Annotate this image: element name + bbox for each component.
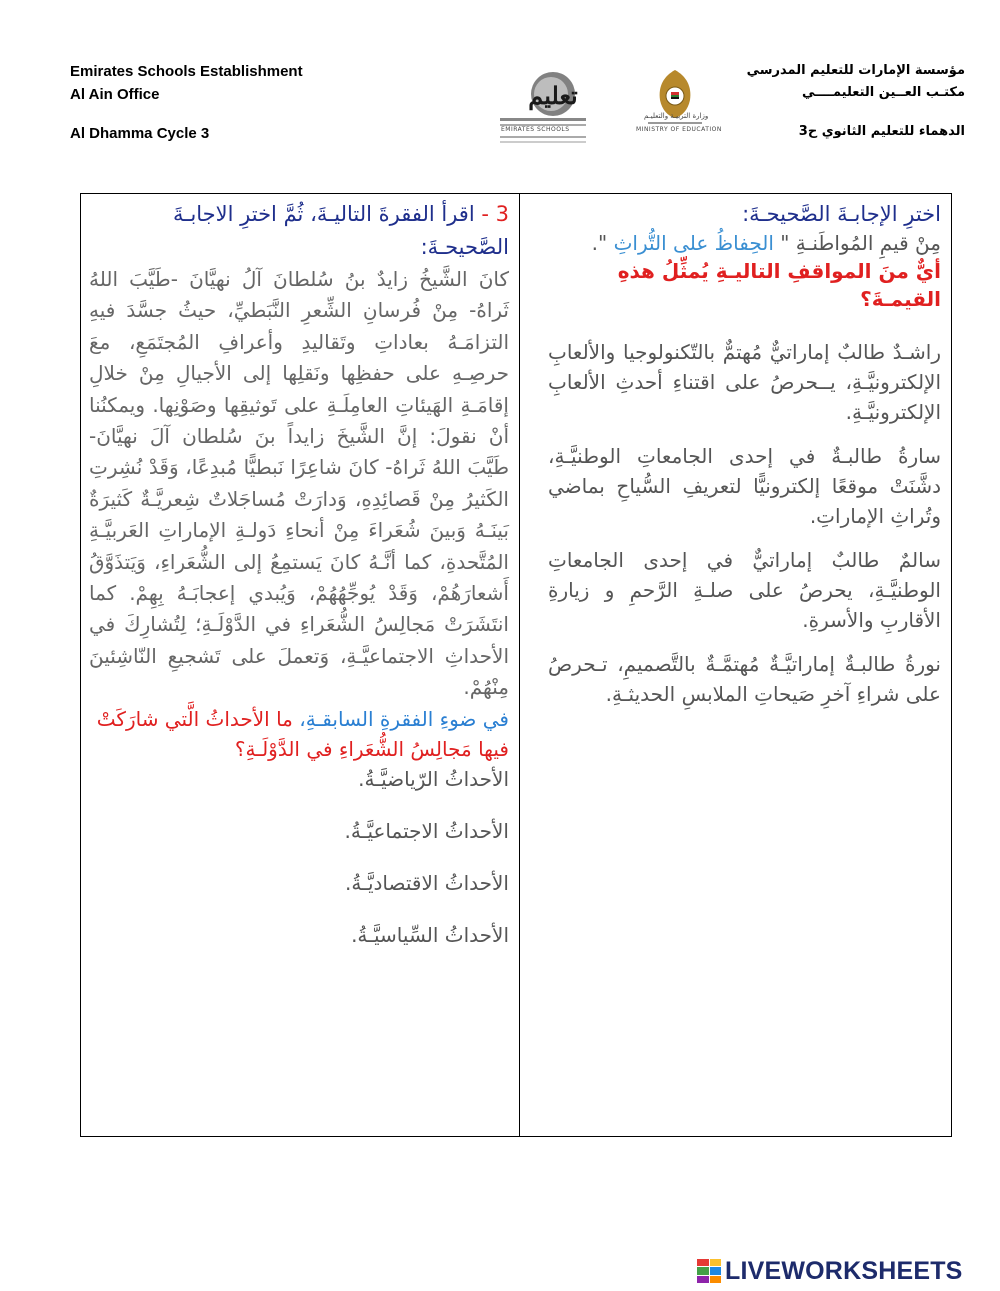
office-name-en: Al Ain Office [70, 86, 160, 103]
passage-answer-2[interactable]: الأحداثُ الاجتماعيَّـةُ. [344, 818, 509, 843]
answer-option-2[interactable]: سارةُ طالبـةٌ في إحدى الجامعاتِ الوطنيَّـةِ، دشَّنَتْ موقعًا إلكترونيًّا لتعريفِ السُّياحِ بماضي وتُراثِ الإماراتِ. [548, 444, 941, 528]
passage-question-lead: في ضوءِ الفقرةِ السابقـةِ، [299, 706, 509, 731]
question-title: اخترِ الإجابـةَ الصَّحيحـةَ: [742, 202, 941, 226]
passage-question [89, 704, 509, 764]
liveworksheets-logo-icon [697, 1259, 721, 1283]
passage-answer-4[interactable]: الأحداثُ السِّياسيَّـةُ. [351, 922, 509, 947]
ministry-emblem [636, 66, 722, 138]
ministry-caption-en: MINISTRY OF EDUCATION [636, 126, 722, 133]
answer-option-4[interactable]: نورةُ طالبـةٌ إماراتيَّـةٌ مُهتمَّـةٌ بالتَّصميمِ، تـحرصُ على شراءِ آخرِ صَيحاتِ الملابسِ الحديثـةِ. [548, 652, 941, 706]
logo-square-6 [710, 1276, 722, 1283]
liveworksheets-brand [697, 1257, 963, 1285]
passage-question-text: ما الأحداثُ الَّتي شارَكَتْ فيها مَجالِسُ الشُّعَراءِ في الدَّوْلَـةِ؟ [96, 706, 509, 761]
ministry-caption-ar: وزارة التربيـة والتعليـم [644, 112, 709, 120]
passage-answer-1[interactable]: الأحداثُ الرّياضيَّـةُ. [358, 766, 509, 791]
question-choose-answer [519, 194, 951, 1136]
school-name-en: Al Dhamma Cycle 3 [70, 125, 210, 142]
question-value: الحِفاظُ على التُّراثِ [613, 231, 781, 255]
question-prompt: أيٌّ منَ المواقفِ التاليـةِ يُمثِّلُ هذهِ القيمـةَ؟ [617, 259, 941, 311]
passage-answer-3[interactable]: الأحداثُ الاقتصاديَّـةُ. [345, 870, 509, 895]
school-name-ar: الدهماء للتعليم الثانوي ح3 [798, 124, 965, 139]
passage-title-text: اقرأ الفقرةَ التاليـةَ، ثُمَّ اخترِ الاجابـةَ الصَّحيحـةَ: [173, 202, 509, 259]
logo-square-3 [697, 1267, 709, 1274]
answer-option-1[interactable]: راشـدٌ طالبٌ إماراتيٌّ مُهتمٌّ بالتّكنولوجيا والألعابِ الإلكترونيَّـةِ، يــحرصُ على اقتناءِ أحدثِ الألعابِ الإلكترونيَّـةِ. [548, 340, 941, 424]
liveworksheets-wordmark: LIVEWORKSHEETS [725, 1256, 963, 1285]
logo-square-5 [697, 1276, 709, 1283]
logo-square-1 [697, 1259, 709, 1266]
header-right [747, 60, 965, 143]
question-reading-passage [81, 194, 519, 1136]
answer-option-3[interactable]: سالمٌ طالبٌ إماراتيٌّ في إحدى الجامعاتِ الوطنيَّـةِ، يحرصُ على صلـةِ الرَّحمِ و زيارةِ الأقاربِ والأسرةِ. [548, 548, 941, 632]
question-number: 3 - [481, 202, 509, 226]
logo-square-4 [710, 1267, 722, 1274]
passage-title [89, 198, 509, 264]
org-name-ar: مؤسسة الإمارات للتعليم المدرسي [746, 63, 965, 78]
logo-square-2 [710, 1259, 722, 1266]
office-name-ar: مكتـب العــين التعليمــــي [802, 85, 965, 100]
question-suffix: ". [591, 231, 614, 255]
taleem-logo [495, 64, 590, 150]
org-name-en: Emirates Schools Establishment [70, 63, 303, 80]
header-left [70, 60, 303, 145]
question-prefix: مِنْ قيمِ المُواطَنـةِ " [780, 231, 941, 255]
taleem-logo-word: تعليم [528, 81, 578, 110]
schools-logo-caption: EMIRATES SCHOOLS [501, 126, 570, 133]
reading-paragraph: كانَ الشَّيخُ زايدٌ بنُ سُلطانَ آلُ نهيَّانَ -طَيَّبَ اللهُ ثَراهُ- مِنْ فُرسانِ الشِّعرِ النَّبَطيِّ، حيثُ جسَّدَ فيهِ التزامَـهُ بعاداتِ وتَقاليدِ وأعرافِ المُجتَمَعِ، معَ حرصِـهِ على حفظِها ونَقلِها إلى الأجيالِ مِنْ خلالِ إقامَـةِ الهَيئاتِ العامِلَـةِ على تَوثيقِها وصَوْنِها. ويمكنُنا أنْ نقولَ: إنَّ الشَّيخَ زايداً بنَ سُلطان آلَ نهيَّانَ- طَيَّبَ اللهُ ثَراهُ- كانَ شاعِرًا نَبطيًّا مُبدِعًا، وَقَدْ نُشِرتِ الكَثيرُ مِنْ قَصائِدِهِ، وَدارَتْ مُساجَلاتٌ شِعريَّـةٌ كَثيرَةٌ بَينَـهُ وَبينَ شُعَراءَ مِنْ أنحاءِ دَولـةِ الإماراتِ العَربيَّـةِ المُتَّحدةِ، كما أنَّـهُ كانَ يَستمِعُ إلى الشُّعَراءِ، وَيَتذَوَّقُ أَشعارَهُمْ، وَقَدْ يُوجِّهُهُمْ، وَيُبدي إعجابَـهُ بِهِمْ. كما انتَشَرَتْ مَجالِسُ الشُّعَراءِ في الدَّوْلَـةِ؛ لِتُشارِكَ في الأحداثِ الاجتماعيَّـةِ، وَتعملَ على تَشجيعِ النّاشِئينَ مِنْهُمْ. [89, 267, 509, 700]
question-statement [548, 229, 941, 257]
worksheet-table [80, 193, 952, 1137]
